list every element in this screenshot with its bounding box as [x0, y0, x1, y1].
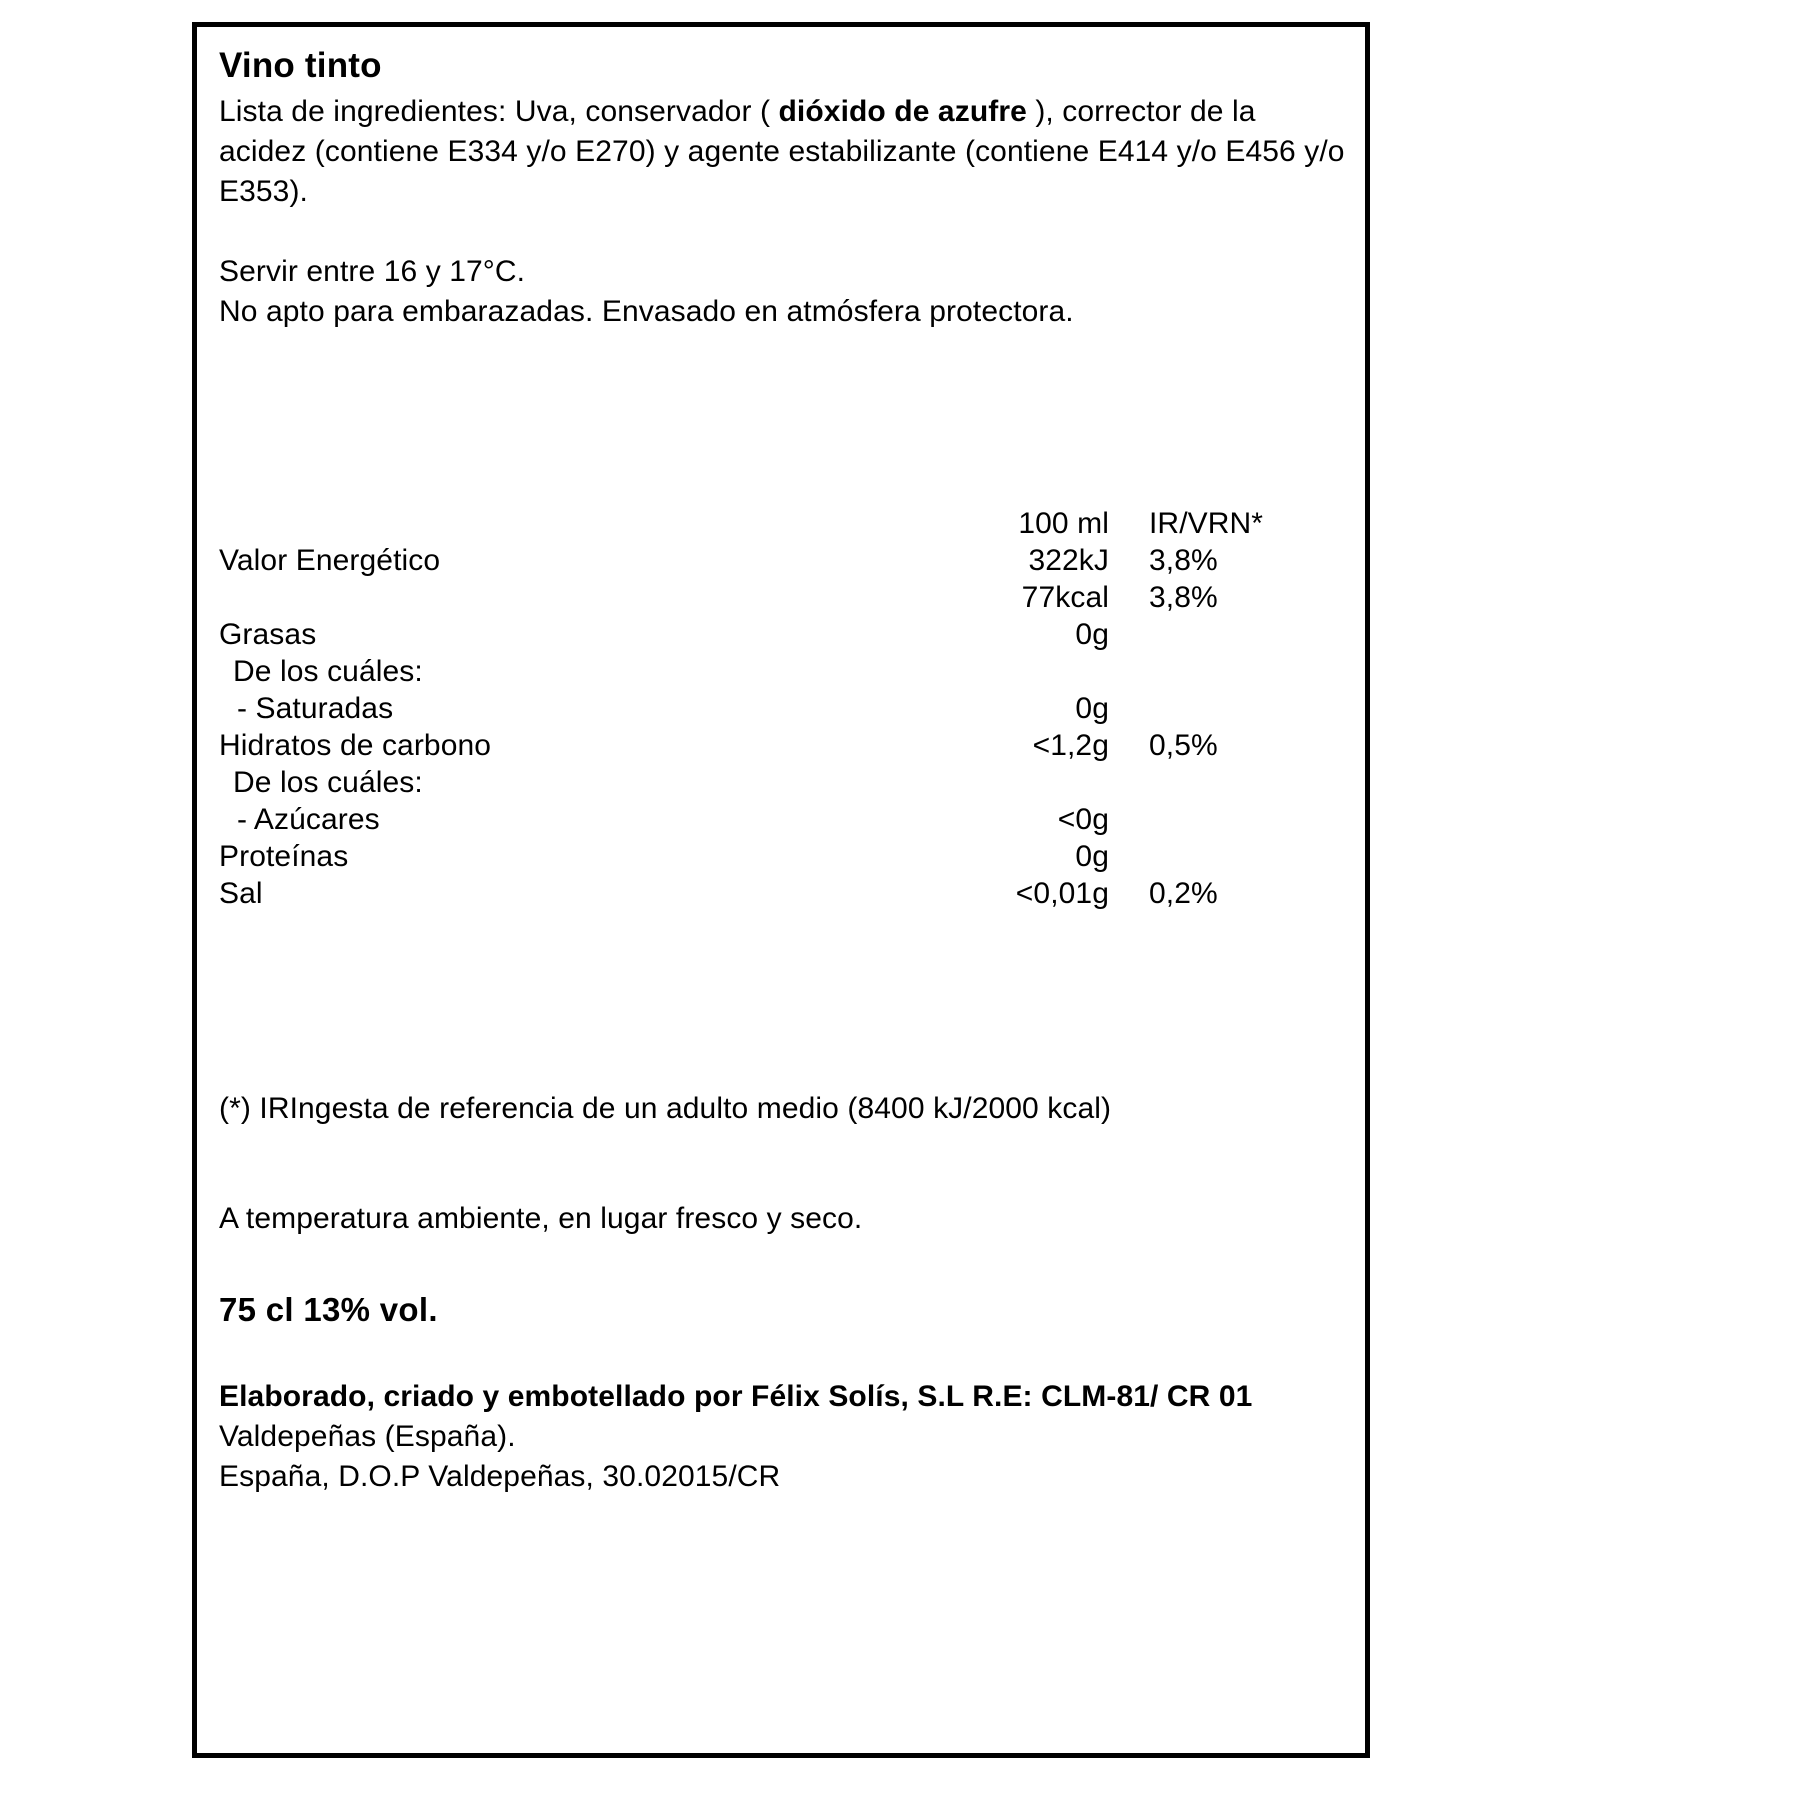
- nutrition-row-amount: <0,01g: [1015, 877, 1109, 910]
- nutrition-row-label: De los cuáles:: [233, 655, 423, 688]
- nutrition-row-amount: 0g: [1075, 840, 1109, 873]
- nutrition-row: [219, 616, 1329, 653]
- reference-intake-footnote: (*) IRIngesta de referencia de un adulto medio (8400 kJ/2000 kcal): [219, 1092, 1112, 1125]
- label-content: [219, 45, 1347, 332]
- product-label-panel: [192, 22, 1370, 1758]
- allergen-highlight: dióxido de azufre: [778, 95, 1027, 129]
- nutrition-header-row: [219, 505, 1329, 542]
- nutrition-row-reference-intake: 3,8%: [1149, 581, 1218, 614]
- producer-location: Valdepeñas (España).: [219, 1419, 516, 1453]
- nutrition-row-amount: 77kcal: [1021, 581, 1109, 614]
- nutrition-row-label: - Saturadas: [237, 692, 394, 725]
- pregnancy-warning-note: No apto para embarazadas. Envasado en atmósfera protectora.: [219, 294, 1074, 328]
- column-header-amount: 100 ml: [1018, 507, 1109, 540]
- nutrition-row: [219, 542, 1329, 579]
- nutrition-row: [219, 690, 1329, 727]
- nutrition-row-reference-intake: 0,5%: [1149, 729, 1218, 762]
- nutrition-row: [219, 727, 1329, 764]
- nutrition-row-reference-intake: 0,2%: [1149, 877, 1218, 910]
- ingredients-suffix: ), corrector de la acidez (contiene E334 y/o E270) y agente estabilizante (contiene E414 y/o E456 y/o E353).: [219, 95, 1345, 209]
- nutrition-row-amount: 322kJ: [1028, 544, 1109, 577]
- nutrition-row: [219, 579, 1329, 616]
- nutrition-row-label: - Azúcares: [237, 803, 380, 836]
- nutrition-row-amount: <1,2g: [1032, 729, 1109, 762]
- spacer: [219, 1329, 1339, 1377]
- spacer: [219, 212, 1347, 252]
- nutrition-row-label: Grasas: [219, 618, 317, 651]
- nutrition-row: [219, 838, 1329, 875]
- nutrition-row-amount: 0g: [1075, 618, 1109, 651]
- serving-temperature-note: Servir entre 16 y 17°C.: [219, 254, 526, 288]
- spacer: [219, 1129, 1339, 1199]
- label-footer: [219, 1089, 1339, 1496]
- nutrition-row-label: Proteínas: [219, 840, 349, 873]
- column-header-reference-intake: IR/VRN*: [1149, 507, 1264, 540]
- nutrition-row: [219, 801, 1329, 838]
- nutrition-row: [219, 764, 1329, 801]
- nutrition-rows: [219, 542, 1329, 912]
- spacer: [219, 1239, 1339, 1291]
- nutrition-row-reference-intake: 3,8%: [1149, 544, 1218, 577]
- nutrition-row-label: De los cuáles:: [233, 766, 423, 799]
- nutrition-row-amount: <0g: [1057, 803, 1109, 836]
- volume-alcohol-content: 75 cl 13% vol.: [219, 1290, 438, 1328]
- producer-line: Elaborado, criado y embotellado por Félix Solís, S.L R.E: CLM-81/ CR 01: [219, 1379, 1253, 1413]
- origin-designation: España, D.O.P Valdepeñas, 30.02015/CR: [219, 1459, 781, 1493]
- page-title: Vino tinto: [219, 46, 382, 85]
- nutrition-row: [219, 653, 1329, 690]
- nutrition-row-label: Sal: [219, 877, 263, 910]
- nutrition-row-label: Hidratos de carbono: [219, 729, 492, 762]
- ingredients-prefix: Lista de ingredientes: Uva, conservador (: [219, 95, 779, 129]
- nutrition-row-label: Valor Energético: [219, 544, 441, 577]
- nutrition-row-amount: 0g: [1075, 692, 1109, 725]
- nutrition-row: [219, 875, 1329, 912]
- ingredients-paragraph: [219, 92, 1347, 212]
- nutrition-table: [219, 505, 1329, 912]
- storage-note: A temperatura ambiente, en lugar fresco y seco.: [219, 1201, 863, 1235]
